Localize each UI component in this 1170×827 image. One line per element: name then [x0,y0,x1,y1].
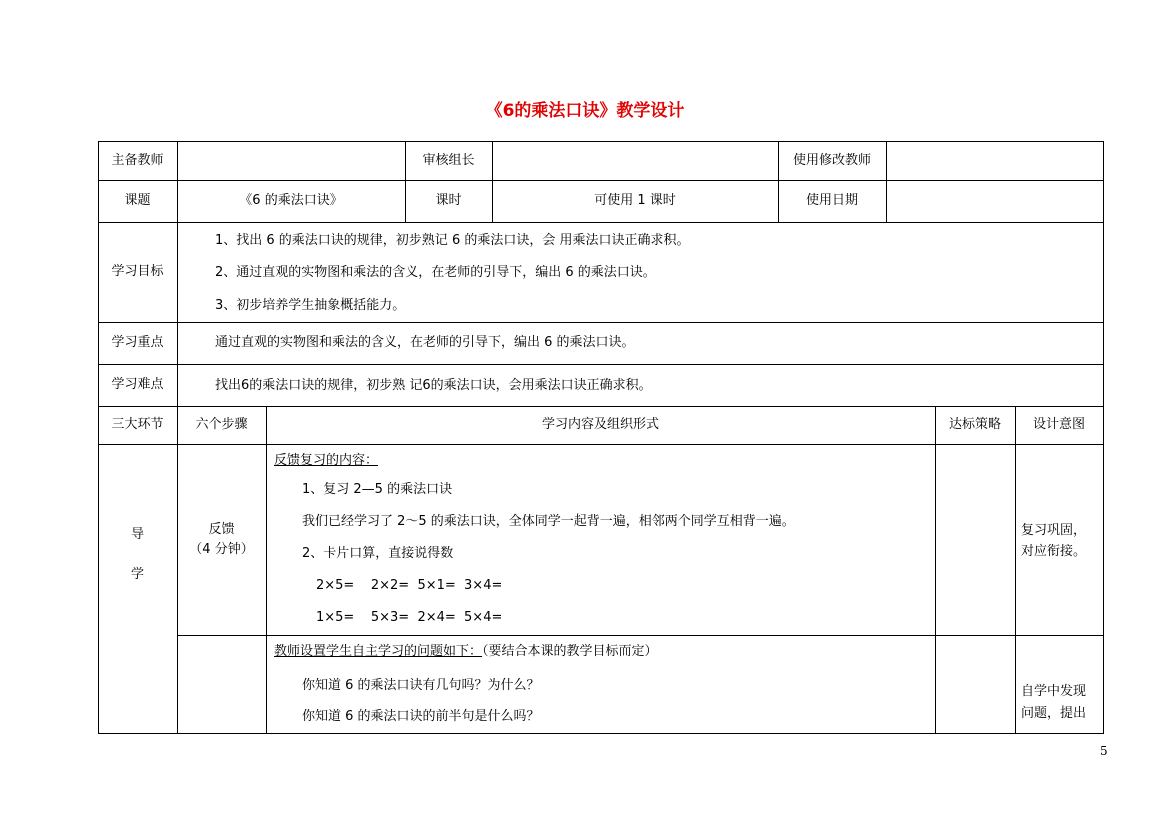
goal-item: 2、通过直观的实物图和乘法的含义，在老师的引导下，编出 6 的乘法口诀。 [215,265,656,280]
date-label: 使用日期 [805,193,858,209]
intent-cell [1021,520,1103,562]
period-label: 课时 [435,193,462,209]
table-line [98,364,1104,365]
column-header-intent: 设计意图 [1032,417,1085,433]
page-number: 5 [1100,744,1108,758]
content-line: 2、卡片口算，直接说得数 [302,546,454,561]
content-line: 你知道 6 的乘法口诀有几句吗？为什么？ [302,678,540,693]
stage-text: 学 [130,567,144,582]
table-line [177,635,1104,636]
lead-teacher-label: 主备教师 [111,152,164,168]
goals-label: 学习目标 [111,264,164,280]
difficulties-text: 找出6的乘法口诀的规律，初步熟 记6的乘法口诀，会用乘法口诀正确求积。 [215,378,652,393]
table-line [1103,141,1104,734]
step-text: （4 分钟） [189,542,254,557]
table-line [935,406,936,734]
goal-item: 3、初步培养学生抽象概括能力。 [215,298,406,313]
stage-cell [98,515,177,595]
intent-text: 自学中发现 [1021,684,1087,699]
table-line [98,733,1104,734]
table-line [266,406,267,734]
section-heading-row [274,644,924,660]
content-line: 1、复习 2—5 的乘法口诀 [302,482,453,497]
section-heading: 反馈复习的内容： [274,453,379,468]
intent-cell [1021,681,1103,725]
topic-value: 《6 的乘法口诀》 [239,193,343,209]
date-value [886,180,1103,222]
column-header-step: 六个步骤 [195,417,248,433]
table-line [98,322,1104,323]
section-heading-note: （要结合本课的教学目标而定） [482,644,658,659]
section-heading: 教师设置学生自主学习的问题如下： [274,644,483,659]
step-text: 反馈 [208,522,235,537]
column-header-stage: 三大环节 [111,417,164,433]
column-header-content: 学习内容及组织形式 [541,417,659,433]
lead-teacher-value [177,141,405,180]
reviewer-label: 审核组长 [422,152,475,168]
intent-text: 复习巩固， [1021,523,1087,538]
content-line: 我们已经学习了 2～5 的乘法口诀，全体同学一起背一遍，相邻两个同学互相背一遍。 [302,514,795,529]
table-line [98,222,1104,223]
difficulties-label: 学习难点 [111,377,164,393]
content-line: 1×5= 5×3= 2×4= 5×4= [316,610,503,625]
modifier-label: 使用修改教师 [792,152,871,168]
step-cell [177,520,266,560]
document-title: 《6的乘法口诀》教学设计 [485,101,685,121]
goal-item: 1、找出 6 的乘法口诀的规律，初步熟记 6 的乘法口诀，会 用乘法口诀正确求积。 [215,233,690,248]
key-points-label: 学习重点 [111,335,164,351]
reviewer-value [492,141,778,180]
stage-text: 导 [130,527,144,542]
table-line [1015,406,1016,734]
intent-text: 对应衔接。 [1021,544,1087,559]
column-header-strategy: 达标策略 [948,417,1001,433]
modifier-value [886,141,1103,180]
content-line: 2×5= 2×2= 5×1= 3×4= [316,578,503,593]
table-line [98,444,1104,445]
intent-text: 问题，提出 [1021,706,1087,721]
key-points-text: 通过直观的实物图和乘法的含义，在老师的引导下，编出 6 的乘法口诀。 [215,335,635,350]
content-line: 你知道 6 的乘法口诀的前半句是什么吗？ [302,709,540,724]
topic-label: 课题 [124,193,151,209]
period-value: 可使用 1 课时 [594,193,676,209]
